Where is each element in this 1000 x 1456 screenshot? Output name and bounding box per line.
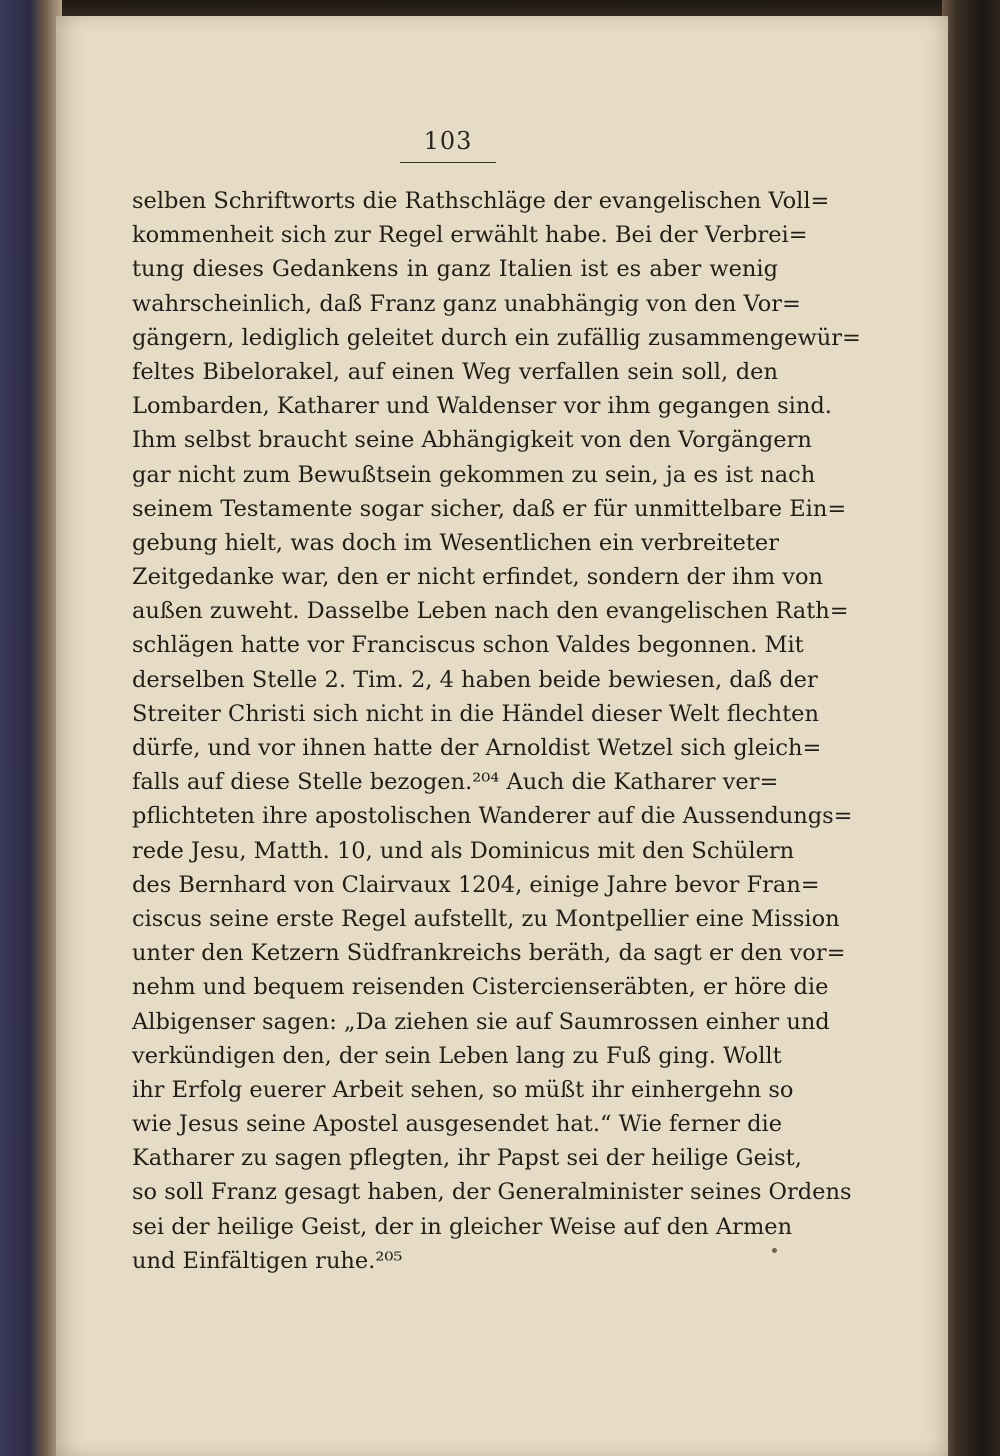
- text-line: falls auf diese Stelle bezogen.²⁰⁴ Auch die Katharer ver=: [132, 769, 779, 796]
- text-line: dürfe, und vor ihnen hatte der Arnoldist Wetzel sich gleich=: [132, 735, 822, 761]
- header-rule: [400, 162, 496, 163]
- text-line: derselben Stelle 2. Tim. 2, 4 haben beide bewiesen, daß der: [132, 666, 818, 693]
- text-line: Albigenser sagen: „Da ziehen sie auf Saumrossen einher und: [132, 1008, 830, 1035]
- body-text: [132, 184, 861, 1278]
- book-page: [56, 16, 948, 1456]
- text-line: pflichteten ihre apostolischen Wanderer auf die Aussendungs=: [132, 803, 853, 830]
- text-line: Ihm selbst braucht seine Abhängigkeit von den Vorgängern: [132, 427, 812, 454]
- text-line: gängern, lediglich geleitet durch ein zufällig zusammengewür=: [132, 324, 861, 351]
- text-line: und Einfältigen ruhe.²⁰⁵: [132, 1247, 403, 1274]
- text-line: Streiter Christi sich nicht in die Händel dieser Welt flechten: [132, 700, 819, 727]
- text-line: feltes Bibelorakel, auf einen Weg verfallen sein soll, den: [132, 358, 778, 385]
- text-line: schlägen hatte vor Franciscus schon Valdes begonnen. Mit: [132, 632, 804, 659]
- text-line: gar nicht zum Bewußtsein gekommen zu sein, ja es ist nach: [132, 461, 816, 488]
- text-line: gebung hielt, was doch im Wesentlichen ein verbreiteter: [132, 529, 779, 556]
- text-line: des Bernhard von Clairvaux 1204, einige Jahre bevor Fran=: [132, 871, 820, 898]
- text-line: Lombarden, Katharer und Waldenser vor ihm gegangen sind.: [132, 393, 832, 420]
- text-line: Zeitgedanke war, den er nicht erfindet, sondern der ihm von: [132, 564, 824, 591]
- text-line: verkündigen den, der sein Leben lang zu Fuß ging. Wollt: [132, 1042, 782, 1069]
- text-line: so soll Franz gesagt haben, der Generalminister seines Ordens: [132, 1179, 852, 1206]
- text-line: ciscus seine erste Regel aufstellt, zu Montpellier eine Mission: [132, 905, 840, 932]
- ink-speck: [772, 1248, 777, 1253]
- text-line: selben Schriftworts die Rathschläge der evangelischen Voll=: [132, 188, 830, 214]
- page-header: [400, 124, 496, 163]
- text-line: ihr Erfolg euerer Arbeit sehen, so müßt ihr einhergehn so: [132, 1076, 794, 1103]
- book-edge-right: [942, 0, 1000, 1456]
- text-line: tung dieses Gedankens in ganz Italien ist es aber wenig: [132, 256, 778, 283]
- text-line: kommenheit sich zur Regel erwählt habe. Bei der Verbrei=: [132, 222, 808, 249]
- page-number: 103: [423, 127, 473, 155]
- text-line: außen zuweht. Dasselbe Leben nach den evangelischen Rath=: [132, 598, 849, 625]
- text-line: sei der heilige Geist, der in gleicher Weise auf den Armen: [132, 1213, 793, 1240]
- text-line: wahrscheinlich, daß Franz ganz unabhängig von den Vor=: [132, 290, 801, 317]
- text-line: unter den Ketzern Südfrankreichs beräth, da sagt er den vor=: [132, 940, 846, 967]
- text-line: nehm und bequem reisenden Cistercienseräbten, er höre die: [132, 974, 829, 1001]
- text-line: Katharer zu sagen pflegten, ihr Papst sei der heilige Geist,: [132, 1145, 802, 1172]
- text-line: rede Jesu, Matth. 10, und als Dominicus mit den Schülern: [132, 837, 795, 864]
- text-line: seinem Testamente sogar sicher, daß er für unmittelbare Ein=: [132, 495, 847, 522]
- book-binding-left: [0, 0, 62, 1456]
- text-line: wie Jesus seine Apostel ausgesendet hat.“ Wie ferner die: [132, 1111, 783, 1138]
